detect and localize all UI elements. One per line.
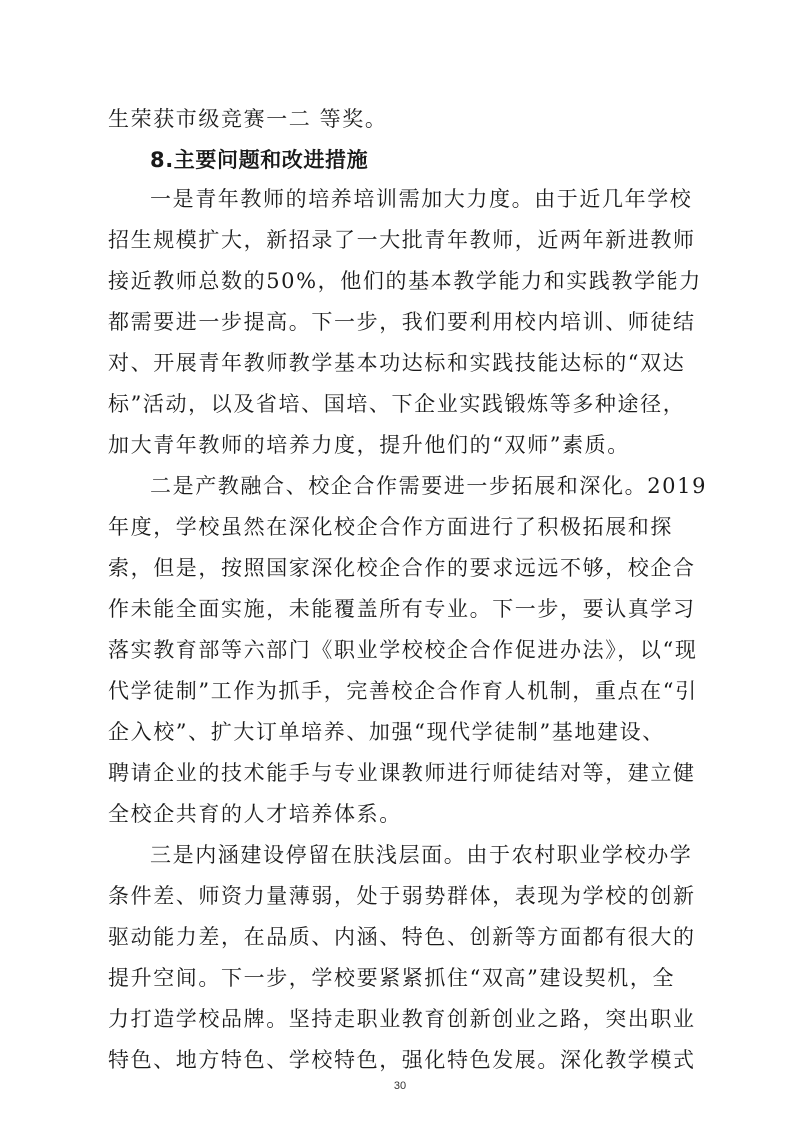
paragraph-line: 代学徒制”工作为抓手，完善校企合作育人机制，重点在“引: [108, 679, 698, 703]
paragraph-line: 一是青年教师的培养培训需加大力度。由于近几年学校: [150, 187, 693, 211]
paragraph-line: 作未能全面实施，未能覆盖所有专业。下一步，要认真学习: [108, 597, 696, 621]
paragraph-line: 聘请企业的技术能手与专业课教师进行师徒结对等，建立健: [108, 761, 696, 785]
text-line: 生荣获市级竞赛一二 等奖。: [108, 107, 388, 131]
paragraph-line: 提升空间。下一步，学校要紧紧抓住“双高”建设契机，全: [108, 966, 676, 990]
paragraph-line: 索，但是，按照国家深化校企合作的要求远远不够，校企合: [108, 556, 696, 580]
paragraph-line: 加大青年教师的培养力度，提升他们的“双师”素质。: [108, 433, 630, 457]
paragraph-line: 都需要进一步提高。下一步，我们要利用校内培训、师徒结: [108, 310, 696, 334]
paragraph-line: 年度，学校虽然在深化校企合作方面进行了积极拓展和探: [108, 515, 673, 539]
paragraph-line: 接近教师总数的50%，他们的基本教学能力和实践教学能力: [108, 269, 702, 293]
paragraph-line: 二是产教融合、校企合作需要进一步拓展和深化。2019: [150, 474, 708, 498]
paragraph-line: 落实教育部等六部门《职业学校校企合作促进办法》，以“现: [108, 638, 698, 662]
paragraph-line: 特色、地方特色、学校特色，强化特色发展。深化教学模式: [108, 1048, 696, 1072]
paragraph-line: 企入校”、扩大订单培养、加强“现代学徒制”基地建设、: [108, 720, 665, 744]
paragraph-line: 招生规模扩大，新招录了一大批青年教师，近两年新进教师: [108, 228, 696, 252]
paragraph-line: 标”活动，以及省培、国培、下企业实践锻炼等多种途径，: [108, 392, 686, 416]
paragraph-line: 三是内涵建设停留在肤浅层面。由于农村职业学校办学: [150, 843, 693, 867]
paragraph-line: 全校企共育的人才培养体系。: [108, 802, 402, 826]
paragraph-line: 力打造学校品牌。坚持走职业教育创新创业之路，突出职业: [108, 1007, 696, 1031]
paragraph-line: 对、开展青年教师教学基本功达标和实践技能达标的“双达: [108, 351, 686, 375]
page-number: 30: [393, 1080, 407, 1092]
paragraph-line: 条件差、师资力量薄弱，处于弱势群体，表现为学校的创新: [108, 884, 696, 908]
paragraph-line: 驱动能力差，在品质、内涵、特色、创新等方面都有很大的: [108, 925, 696, 949]
section-heading: 8.主要问题和改进措施: [150, 148, 369, 172]
